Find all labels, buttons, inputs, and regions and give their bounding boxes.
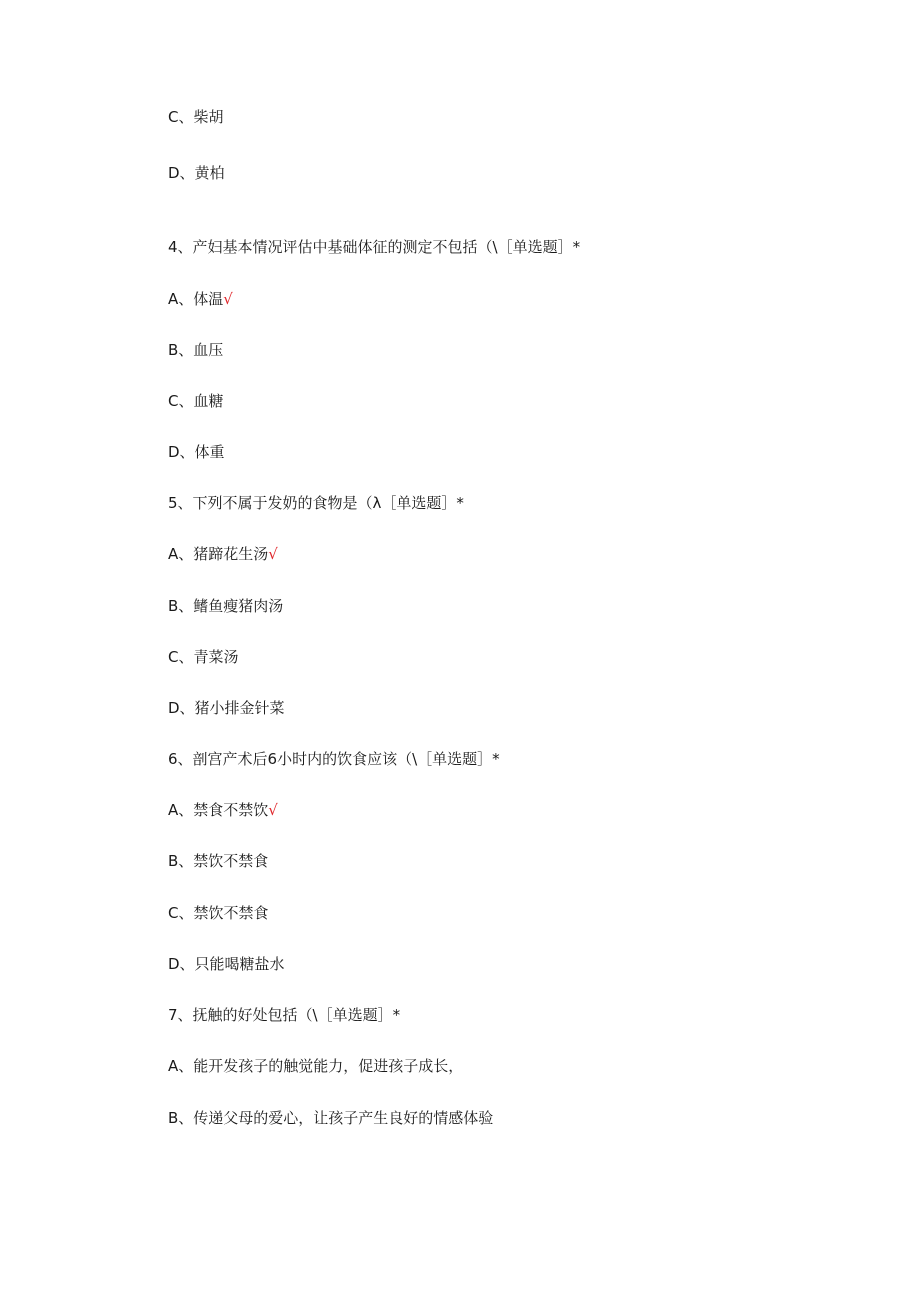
option-c-q5: C、青菜汤 [168, 648, 239, 666]
option-d-q3: D、黄柏 [168, 164, 225, 182]
option-b-q5: B、鳍鱼瘦猪肉汤 [168, 597, 284, 615]
option-a-q5: A、猪蹄花生汤√ [168, 545, 278, 563]
option-d-q5: D、猪小排金针菜 [168, 699, 285, 717]
option-d-q6: D、只能喝糖盐水 [168, 955, 285, 973]
correct-check-icon: √ [223, 290, 233, 308]
question-7: 7、抚触的好处包括（\［单选题］* [168, 1006, 401, 1024]
correct-check-icon: √ [268, 801, 278, 819]
option-c-q3: C、柴胡 [168, 108, 224, 126]
option-b-q7: B、传递父母的爱心，让孩子产生良好的情感体验 [168, 1109, 494, 1127]
question-6: 6、剖宫产术后6小时内的饮食应该（\［单选题］* [168, 750, 500, 768]
option-c-q4: C、血糖 [168, 392, 224, 410]
option-c-q6: C、禁饮不禁食 [168, 904, 269, 922]
option-b-q4: B、血压 [168, 341, 224, 359]
option-a-q7: A、能开发孩子的触觉能力，促进孩子成长， [168, 1057, 464, 1075]
correct-check-icon: √ [268, 545, 278, 563]
option-a-q6: A、禁食不禁饮√ [168, 801, 278, 819]
question-4: 4、产妇基本情况评估中基础体征的测定不包括（\［单选题］* [168, 238, 581, 256]
question-5: 5、下列不属于发奶的食物是（λ［单选题］* [168, 494, 464, 512]
option-d-q4: D、体重 [168, 443, 225, 461]
option-a-q4: A、体温√ [168, 290, 233, 308]
option-b-q6: B、禁饮不禁食 [168, 852, 269, 870]
